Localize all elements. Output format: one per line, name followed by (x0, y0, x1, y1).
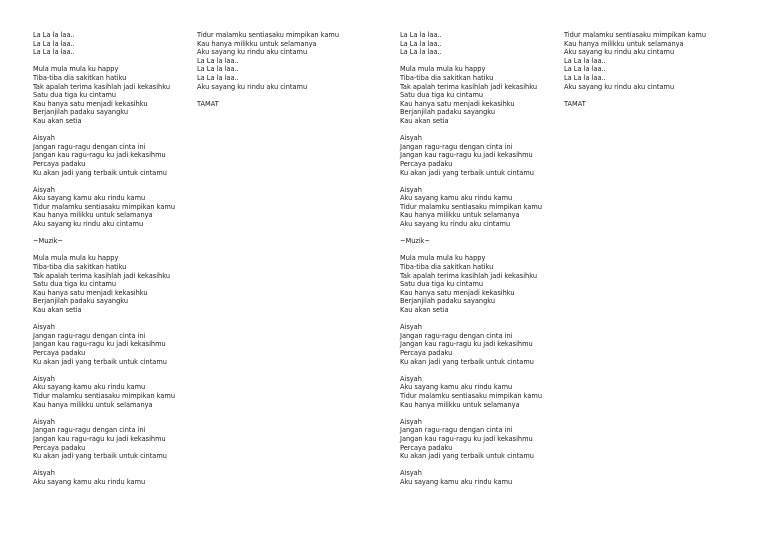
stanza (400, 254, 580, 314)
stanza-gap (400, 246, 580, 255)
stanza-gap (400, 366, 580, 375)
stanza (400, 186, 580, 229)
lyric-line: Tak apalah terima kasihlah jadi kekasihku (400, 82, 537, 91)
lyric-line: Satu dua tiga ku cintamu (400, 280, 484, 289)
lyric-line: Jangan kau ragu-ragu ku jadi kekasihmu (400, 340, 533, 349)
lyric-line: TAMAT (564, 99, 586, 108)
lyric-line: Aku sayang kamu aku rindu kamu (400, 383, 513, 392)
stanza (33, 134, 213, 177)
stanza-gap (33, 409, 213, 418)
lyric-line: Tidur malamku sentiasaku mimpikan kamu (33, 391, 176, 400)
lyric-line: Aku sayang ku rindu aku cintamu (33, 220, 144, 229)
stanza (564, 31, 744, 91)
lyric-line: Jangan kau ragu-ragu ku jadi kekasihmu (400, 151, 533, 160)
lyric-line: Mula mula mula ku happy (400, 65, 486, 74)
lyric-line: Ku akan jadi yang terbaik untuk cintamu (400, 168, 534, 177)
lyric-line: Ku akan jadi yang terbaik untuk cintamu (33, 357, 167, 366)
lyric-line: Tak apalah terima kasihlah jadi kekasihku (33, 82, 170, 91)
lyric-line: La La la laa.. (197, 56, 239, 65)
lyric-line: Jangan kau ragu-ragu ku jadi kekasihmu (400, 434, 533, 443)
lyric-line: La La la laa.. (197, 73, 239, 82)
lyric-line: Ku akan jadi yang terbaik untuk cintamu (400, 357, 534, 366)
lyric-line: La La la laa.. (33, 39, 75, 48)
lyric-line: Kau akan setia (400, 306, 449, 314)
lyrics-column-b (197, 31, 377, 108)
lyric-line: Kau hanya milikku untuk selamanya (400, 211, 520, 220)
lyric-line: Aisyah (400, 185, 422, 194)
stanza (564, 100, 744, 109)
lyric-line: Jangan ragu-ragu dengan cinta ini (33, 142, 146, 151)
lyric-line: Tidur malamku sentiasaku mimpikan kamu (564, 31, 707, 39)
lyric-line: La La la laa.. (33, 31, 75, 39)
stanza-gap (400, 229, 580, 238)
lyric-line: Mula mula mula ku happy (33, 254, 119, 263)
lyric-line: Jangan kau ragu-ragu ku jadi kekasihmu (33, 151, 166, 160)
lyric-line: Aisyah (400, 323, 422, 332)
lyric-line: Aku sayang kamu aku rindu kamu (33, 477, 146, 486)
lyric-line: Jangan kau ragu-ragu ku jadi kekasihmu (33, 434, 166, 443)
stanza (400, 134, 580, 177)
lyric-line: Jangan ragu-ragu dengan cinta ini (400, 142, 513, 151)
stanza (33, 237, 213, 246)
lyric-line: Berjanjilah padaku sayangku (33, 108, 129, 117)
lyric-line: La La la laa.. (400, 39, 442, 48)
lyric-line: Aku sayang ku rindu aku cintamu (564, 48, 675, 57)
stanza (400, 418, 580, 461)
stanza-gap (400, 177, 580, 186)
stanza-gap (400, 126, 580, 135)
stanza (33, 375, 213, 409)
lyric-line: ~Muzik~ (33, 237, 64, 246)
lyric-line: Kau hanya satu menjadi kekasihku (400, 99, 515, 108)
lyric-line: Percaya padaku (33, 348, 86, 357)
lyric-line: Tiba-tiba dia sakitkan hatiku (400, 263, 494, 272)
stanza-gap (400, 315, 580, 324)
stanza-gap (33, 57, 213, 66)
lyric-line: Percaya padaku (400, 348, 453, 357)
lyric-line: Satu dua tiga ku cintamu (33, 280, 117, 289)
lyric-line: La La la laa.. (400, 48, 442, 57)
lyric-line: Tak apalah terima kasihlah jadi kekasihku (33, 271, 170, 280)
stanza-gap (33, 177, 213, 186)
lyric-line: Aisyah (400, 134, 422, 143)
lyric-line: Aku sayang kamu aku rindu kamu (400, 194, 513, 203)
lyric-line: Tiba-tiba dia sakitkan hatiku (33, 73, 127, 82)
lyric-line: ~Muzik~ (400, 237, 431, 246)
lyric-line: Kau hanya milikku untuk selamanya (400, 400, 520, 409)
stanza (400, 65, 580, 125)
lyric-line: Aku sayang ku rindu aku cintamu (197, 82, 308, 91)
lyric-line: Tiba-tiba dia sakitkan hatiku (400, 73, 494, 82)
lyric-line: Kau akan setia (33, 116, 82, 125)
page-right (384, 0, 768, 543)
lyric-line: Kau hanya milikku untuk selamanya (33, 400, 153, 409)
lyric-line: Aku sayang kamu aku rindu kamu (33, 194, 146, 203)
lyric-line: Tidur malamku sentiasaku mimpikan kamu (33, 202, 176, 211)
stanza-gap (400, 409, 580, 418)
stanza (33, 186, 213, 229)
lyric-line: La La la laa.. (197, 65, 239, 74)
stanza-gap (33, 461, 213, 470)
lyric-line: Aisyah (33, 185, 55, 194)
lyrics-column-a (400, 31, 580, 486)
lyric-line: Aku sayang kamu aku rindu kamu (400, 477, 513, 486)
lyric-line: Jangan ragu-ragu dengan cinta ini (33, 331, 146, 340)
stanza-gap (33, 315, 213, 324)
lyrics-column-a (33, 31, 213, 486)
lyric-line: Kau hanya milikku untuk selamanya (564, 39, 684, 48)
stanza-gap (400, 57, 580, 66)
lyric-line: Ku akan jadi yang terbaik untuk cintamu (400, 452, 534, 461)
lyric-line: Aisyah (33, 374, 55, 383)
lyric-line: Tiba-tiba dia sakitkan hatiku (33, 263, 127, 272)
lyric-line: Aku sayang ku rindu aku cintamu (564, 82, 675, 91)
stanza (400, 31, 580, 57)
lyric-line: La La la laa.. (564, 65, 606, 74)
lyric-line: Aisyah (33, 323, 55, 332)
stanza (33, 418, 213, 461)
lyric-line: La La la laa.. (564, 56, 606, 65)
stanza (197, 31, 377, 91)
lyric-line: Ku akan jadi yang terbaik untuk cintamu (33, 168, 167, 177)
lyric-line: Tak apalah terima kasihlah jadi kekasihku (400, 271, 537, 280)
stanza-gap (400, 461, 580, 470)
lyric-line: Kau hanya milikku untuk selamanya (33, 211, 153, 220)
stanza (33, 31, 213, 57)
lyric-line: La La la laa.. (33, 48, 75, 57)
stanza (400, 323, 580, 366)
lyric-line: Aku sayang ku rindu aku cintamu (400, 220, 511, 229)
lyric-line: Percaya padaku (400, 443, 453, 452)
lyric-line: Ku akan jadi yang terbaik untuk cintamu (33, 452, 167, 461)
lyrics-column-b (564, 31, 744, 108)
stanza-gap (33, 246, 213, 255)
lyric-line: Berjanjilah padaku sayangku (400, 297, 496, 306)
lyric-line: Jangan ragu-ragu dengan cinta ini (400, 331, 513, 340)
lyric-line: Kau hanya satu menjadi kekasihku (33, 288, 148, 297)
lyric-line: Aku sayang kamu aku rindu kamu (33, 383, 146, 392)
lyric-line: Kau hanya satu menjadi kekasihku (400, 288, 515, 297)
stanza-gap (33, 366, 213, 375)
lyric-line: Berjanjilah padaku sayangku (400, 108, 496, 117)
lyric-line: Mula mula mula ku happy (33, 65, 119, 74)
lyric-line: Aku sayang ku rindu aku cintamu (197, 48, 308, 57)
stanza-gap (33, 229, 213, 238)
stanza-gap (564, 91, 744, 100)
stanza (400, 375, 580, 409)
lyric-line: Jangan ragu-ragu dengan cinta ini (400, 426, 513, 435)
lyric-line: Aisyah (33, 417, 55, 426)
lyric-line: Kau hanya milikku untuk selamanya (197, 39, 317, 48)
lyric-line: Kau akan setia (33, 306, 82, 314)
lyric-line: Berjanjilah padaku sayangku (33, 297, 129, 306)
lyric-line: Aisyah (400, 417, 422, 426)
lyric-line: Tidur malamku sentiasaku mimpikan kamu (400, 391, 543, 400)
stanza (400, 237, 580, 246)
lyric-line: La La la laa.. (564, 73, 606, 82)
stanza-gap (33, 126, 213, 135)
lyric-line: TAMAT (197, 99, 219, 108)
stanza-gap (197, 91, 377, 100)
stanza (197, 100, 377, 109)
lyric-line: Mula mula mula ku happy (400, 254, 486, 263)
stanza (33, 254, 213, 314)
lyric-line: Percaya padaku (33, 159, 86, 168)
lyric-line: Aisyah (33, 469, 55, 478)
stanza (400, 469, 580, 486)
lyric-line: La La la laa.. (400, 31, 442, 39)
lyric-line: Kau hanya satu menjadi kekasihku (33, 99, 148, 108)
lyric-line: Percaya padaku (400, 159, 453, 168)
lyric-line: Tidur malamku sentiasaku mimpikan kamu (197, 31, 340, 39)
stanza (33, 323, 213, 366)
lyric-line: Aisyah (400, 469, 422, 478)
lyric-line: Percaya padaku (33, 443, 86, 452)
lyric-line: Aisyah (400, 374, 422, 383)
stanza (33, 469, 213, 486)
lyric-line: Jangan ragu-ragu dengan cinta ini (33, 426, 146, 435)
stanza (33, 65, 213, 125)
lyric-line: Satu dua tiga ku cintamu (33, 91, 117, 100)
lyric-line: Aisyah (33, 134, 55, 143)
lyric-line: Jangan kau ragu-ragu ku jadi kekasihmu (33, 340, 166, 349)
lyric-line: Kau akan setia (400, 116, 449, 125)
lyric-line: Tidur malamku sentiasaku mimpikan kamu (400, 202, 543, 211)
lyric-line: Satu dua tiga ku cintamu (400, 91, 484, 100)
